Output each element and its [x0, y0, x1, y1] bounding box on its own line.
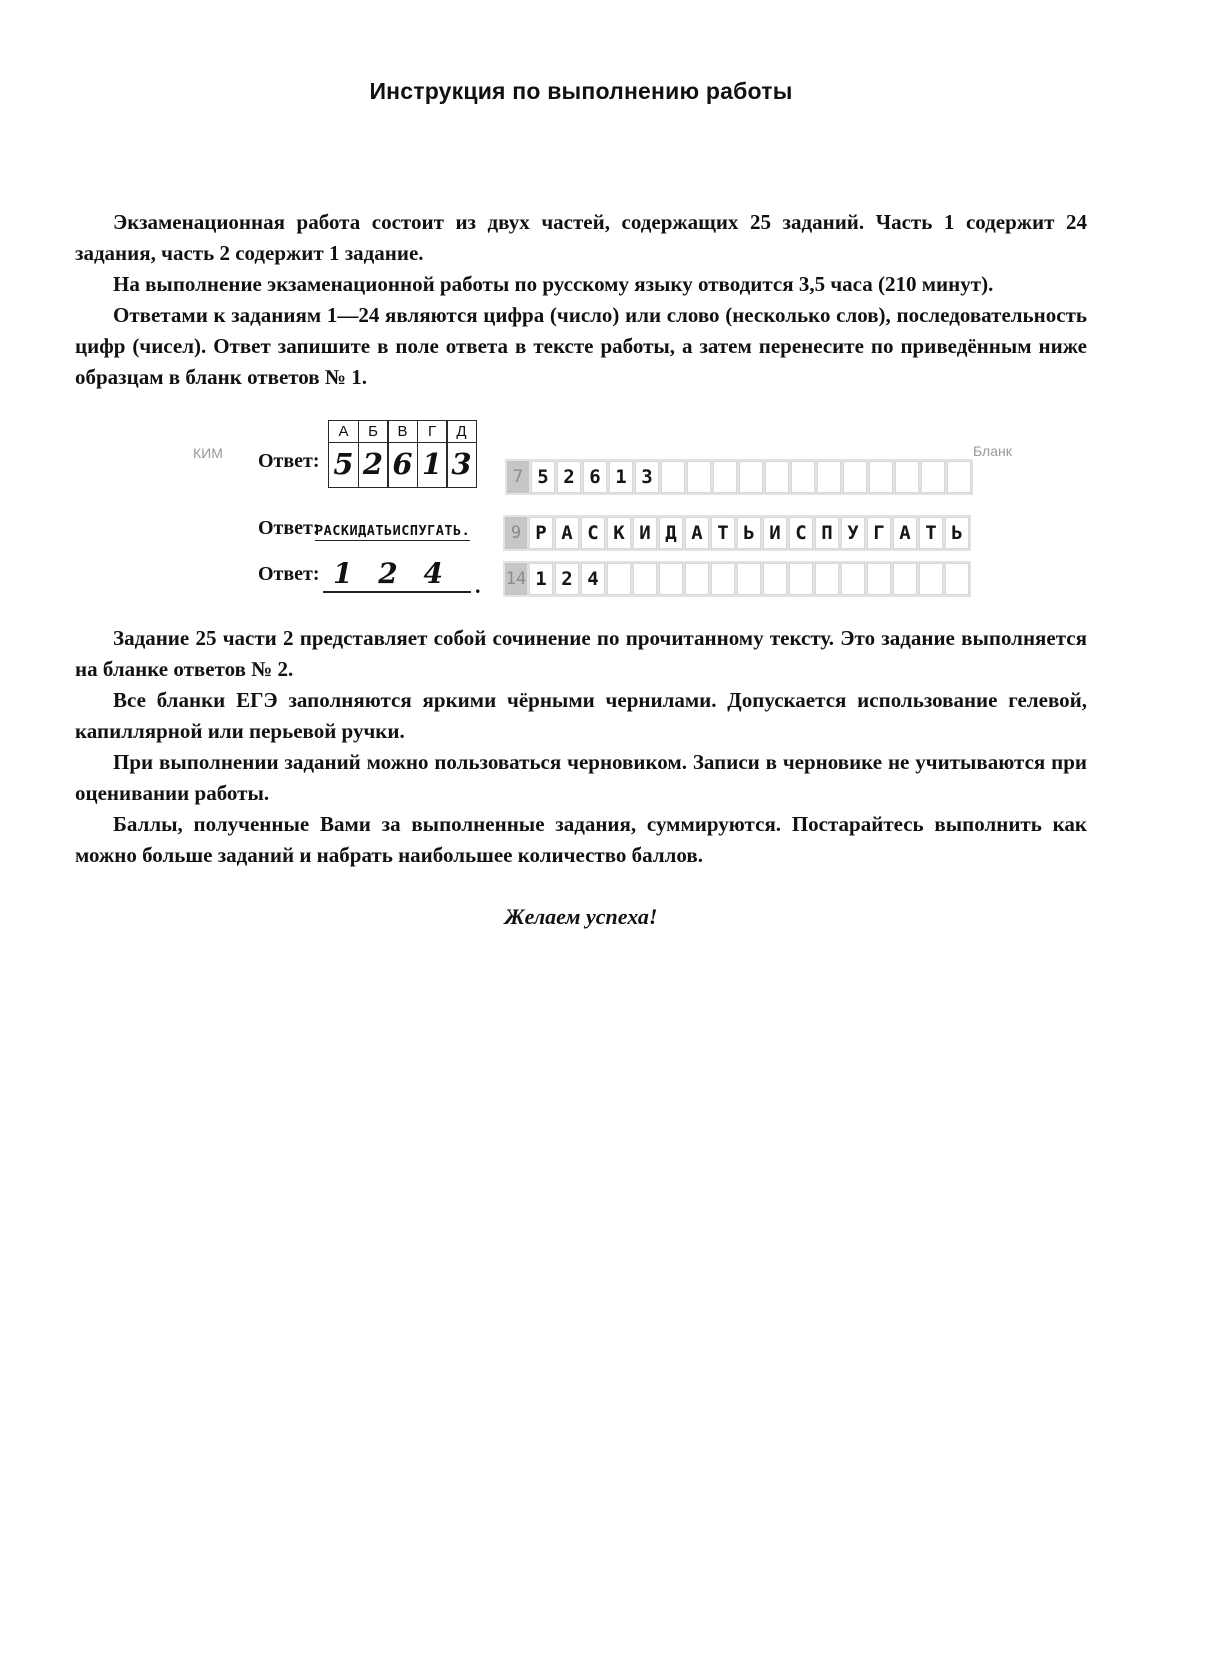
handwritten-word-answer: РАСКИДАТЬИСПУГАТЬ. — [315, 523, 471, 539]
answer-cell — [867, 563, 891, 595]
paragraph-5: Все бланки ЕГЭ заполняются яркими чёрными чернилами. Допускается использование гелевой, капиллярной или перьевой ручки. — [75, 688, 1087, 743]
answer-table — [328, 420, 480, 488]
page-title: Инструкция по выполнению работы — [369, 78, 793, 104]
answer-cell: 6 — [583, 461, 607, 493]
answer-cell: П — [815, 517, 839, 549]
body-text-lower — [75, 623, 1087, 871]
answer-cell: И — [763, 517, 787, 549]
answer-cell: С — [789, 517, 813, 549]
answer-cell — [869, 461, 893, 493]
task-number-cell-9: 9 — [505, 517, 527, 549]
answer-cell: Ь — [945, 517, 969, 549]
table-value-cell: 3 — [446, 442, 477, 488]
answer-sample-block — [75, 417, 1087, 617]
paragraph-7: Баллы, полученные Вами за выполненные задания, суммируются. Постарайтесь выполнить как можно больше заданий и набрать наибольшее количество баллов. — [75, 812, 1087, 867]
answer-cell: А — [685, 517, 709, 549]
answer-cell: 3 — [635, 461, 659, 493]
handwritten-digits-line — [323, 557, 471, 593]
answer-cell — [919, 563, 943, 595]
table-header-cell: Д — [446, 420, 477, 443]
kim-label: КИМ — [193, 445, 223, 461]
paragraph-3: Ответами к заданиям 1—24 являются цифра (число) или слово (несколько слов), последовательность цифр (чисел). Ответ запишите в поле ответа в тексте работы, а затем перенесите по приведённым ниже образцам в бланк ответов № 1. — [75, 303, 1087, 389]
answer-cells-row1 — [531, 461, 971, 493]
handwritten-digits-answer: 1 2 4 — [333, 557, 451, 590]
answer-cell: Р — [529, 517, 553, 549]
answer-cell: 1 — [609, 461, 633, 493]
blank-form-label: Бланк — [973, 443, 1012, 459]
task-number-cell-7: 7 — [507, 461, 529, 493]
answer-cell — [711, 563, 735, 595]
answer-cell: Д — [659, 517, 683, 549]
answer-cell: Ь — [737, 517, 761, 549]
answer-cell — [945, 563, 969, 595]
answer-cell: К — [607, 517, 631, 549]
task-number-cell-14: 14 — [505, 563, 527, 595]
answer-cell — [817, 461, 841, 493]
answer-cell — [737, 563, 761, 595]
answer-cell: У — [841, 517, 865, 549]
answer-cell: 2 — [557, 461, 581, 493]
table-value-cell: 5 — [328, 442, 359, 488]
paragraph-1: Экзаменационная работа состоит из двух частей, содержащих 25 заданий. Часть 1 содержит 24 задания, часть 2 содержит 1 задание. — [75, 210, 1087, 265]
answer-cell: С — [581, 517, 605, 549]
answer-label-row1: Ответ: — [258, 450, 320, 472]
answer-cell — [685, 563, 709, 595]
answer-cell — [791, 461, 815, 493]
answer-cell — [661, 461, 685, 493]
answer-cell: А — [893, 517, 917, 549]
answer-cell — [895, 461, 919, 493]
answer-cell — [607, 563, 631, 595]
table-header-cell: А — [328, 420, 359, 443]
answer-cell — [659, 563, 683, 595]
answer-cell — [815, 563, 839, 595]
table-value-cell: 6 — [387, 442, 418, 488]
answer-cell: Г — [867, 517, 891, 549]
answer-table-value-row — [328, 443, 480, 488]
answer-cell — [687, 461, 711, 493]
page-content — [75, 78, 1087, 930]
answer-cell: Т — [711, 517, 735, 549]
body-text — [75, 207, 1087, 393]
paragraph-6: При выполнении заданий можно пользоваться черновиком. Записи в черновике не учитываются при оценивании работы. — [75, 750, 1087, 805]
answer-cell — [713, 461, 737, 493]
table-value-cell: 1 — [417, 442, 448, 488]
blank-answer-strip-3 — [503, 561, 971, 597]
blank-answer-strip-2 — [503, 515, 971, 551]
paragraph-2: На выполнение экзаменационной работы по русскому языку отводится 3,5 часа (210 минут). — [113, 272, 994, 296]
answer-cell: И — [633, 517, 657, 549]
answer-cell: 4 — [581, 563, 605, 595]
answer-cell — [763, 563, 787, 595]
answer-cell — [765, 461, 789, 493]
table-header-cell: Б — [358, 420, 389, 443]
answer-cell — [893, 563, 917, 595]
table-value-cell: 2 — [358, 442, 389, 488]
period-mark: . — [475, 573, 481, 598]
answer-cell — [739, 461, 763, 493]
answer-cells-row3 — [529, 563, 969, 595]
answer-cell — [633, 563, 657, 595]
answer-cell: А — [555, 517, 579, 549]
closing-message: Желаем успеха! — [504, 904, 658, 929]
answer-label-row3: Ответ: — [258, 563, 320, 585]
answer-cell — [947, 461, 971, 493]
answer-cell — [843, 461, 867, 493]
answer-cells-row2 — [529, 517, 969, 549]
answer-cell: 1 — [529, 563, 553, 595]
table-header-cell: В — [387, 420, 418, 443]
answer-cell — [789, 563, 813, 595]
answer-cell: 2 — [555, 563, 579, 595]
answer-cell — [841, 563, 865, 595]
answer-cell: 5 — [531, 461, 555, 493]
blank-answer-strip-1 — [505, 459, 973, 495]
paragraph-4: Задание 25 части 2 представляет собой сочинение по прочитанному тексту. Это задание выполняется на бланке ответов № 2. — [75, 626, 1087, 681]
answer-cell — [921, 461, 945, 493]
answer-label-row2: Ответ: — [258, 517, 320, 539]
table-header-cell: Г — [417, 420, 448, 443]
answer-cell: Т — [919, 517, 943, 549]
answer-table-header-row — [328, 420, 480, 443]
